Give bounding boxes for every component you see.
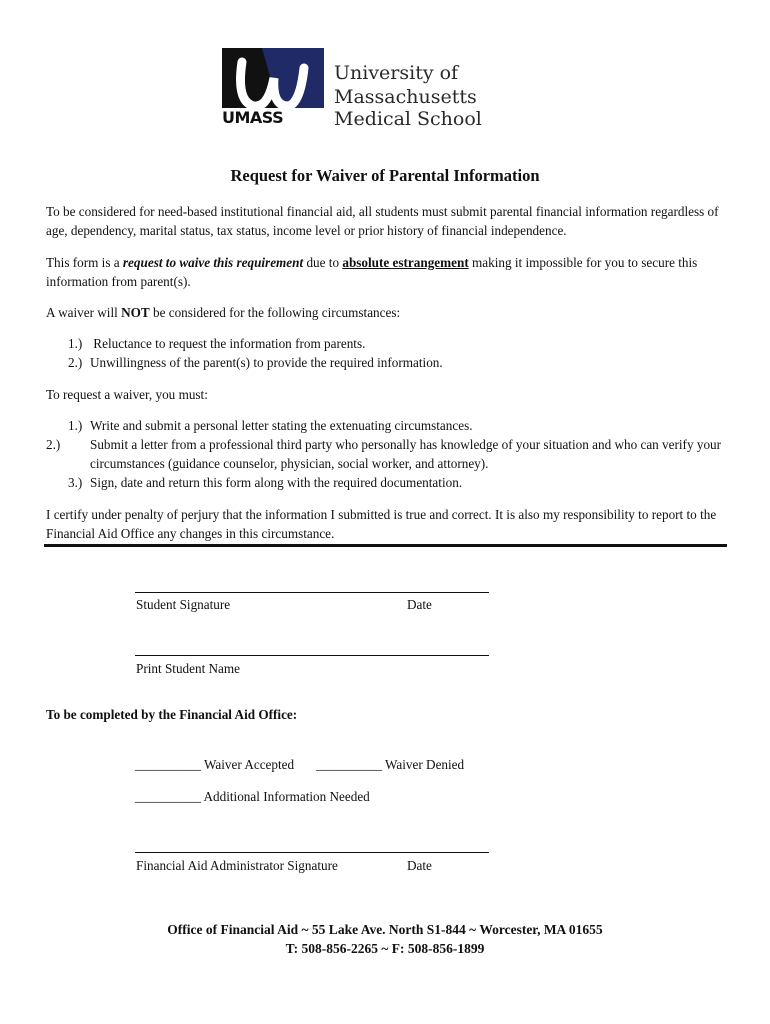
not-considered-heading	[46, 303, 736, 322]
additional-info-label: Additional Information Needed	[203, 789, 370, 804]
certification-paragraph: I certify under penalty of perjury that the information I submitted is true and correct. It is also my responsibility to report to the Financial Aid Office any changes in this circumstance.	[46, 507, 717, 541]
list-text: Submit a letter from a professional third party who personally has knowledge of your situation and who can verify your circumstances (guidance counselor, physician, social worker, and attorney).	[90, 437, 722, 471]
list-number: 1.)	[68, 336, 83, 351]
list-text: Write and submit a personal letter stating the extenuating circumstances.	[90, 418, 473, 433]
additional-info-blank[interactable]: __________	[135, 789, 201, 804]
logo-line-3: Medical School	[334, 108, 482, 130]
date-label: Date	[407, 858, 432, 873]
para3-c: be considered for the following circumstances:	[149, 305, 401, 320]
list-number: 3.)	[68, 475, 83, 490]
logo-brand: UMASS	[222, 108, 324, 128]
para3-a: A waiver will	[46, 305, 122, 320]
para3-not: NOT	[121, 305, 150, 320]
additional-info-row	[135, 789, 370, 805]
waiver-denied-label: Waiver Denied	[385, 757, 465, 772]
student-signature-line[interactable]	[135, 592, 489, 593]
para2-e: making it impossible for you to secure this information from parent(s).	[46, 255, 698, 289]
page-title: Request for Waiver of Parental Information	[230, 166, 540, 185]
para2-emphasis: request to waive this requirement	[122, 255, 304, 270]
print-name-label: Print Student Name	[136, 661, 241, 676]
umass-logo	[222, 44, 532, 134]
waiver-denied-row	[316, 757, 464, 773]
office-heading: To be completed by the Financial Aid Office:	[46, 707, 298, 722]
admin-signature-line[interactable]	[135, 852, 489, 853]
para2-a: This form is a	[46, 255, 123, 270]
logo-line-1: University of	[334, 62, 459, 84]
date-label: Date	[407, 597, 432, 612]
section-divider	[44, 544, 727, 547]
list-text: Sign, date and return this form along with the required documentation.	[90, 475, 463, 490]
para2-c: due to	[303, 255, 343, 270]
request-heading: To request a waiver, you must:	[46, 387, 208, 402]
para2-estrangement: absolute estrangement	[342, 255, 469, 270]
eligibility-paragraph: To be considered for need-based institutional financial aid, all students must submit parental financial information regardless of age, dependency, marital status, tax status, income level or prior history of financial independence.	[46, 204, 719, 238]
list-item	[46, 435, 760, 473]
list-item	[68, 416, 738, 435]
waiver-denied-blank[interactable]: __________	[316, 757, 382, 772]
list-text: Unwillingness of the parent(s) to provide the required information.	[90, 355, 443, 370]
list-number: 2.)	[46, 437, 61, 452]
footer-phone: T: 508-856-2265 ~ F: 508-856-1899	[285, 941, 485, 956]
logo-line-2: Massachusetts	[334, 86, 477, 108]
list-item	[68, 334, 738, 353]
student-signature-label: Student Signature	[136, 597, 231, 612]
list-number: 2.)	[68, 355, 83, 370]
waiver-purpose-paragraph	[46, 253, 736, 291]
admin-signature-label: Financial Aid Administrator Signature	[136, 858, 338, 873]
waiver-accepted-blank[interactable]: __________	[135, 757, 201, 772]
waiver-accepted-row	[135, 757, 294, 773]
waiver-accepted-label: Waiver Accepted	[204, 757, 295, 772]
footer-address: Office of Financial Aid ~ 55 Lake Ave. North S1-844 ~ Worcester, MA 01655	[167, 922, 603, 937]
list-item	[68, 473, 738, 492]
list-item	[68, 353, 738, 372]
list-number: 1.)	[68, 418, 83, 433]
print-name-line[interactable]	[135, 655, 489, 656]
list-text: Reluctance to request the information from parents.	[93, 336, 366, 351]
